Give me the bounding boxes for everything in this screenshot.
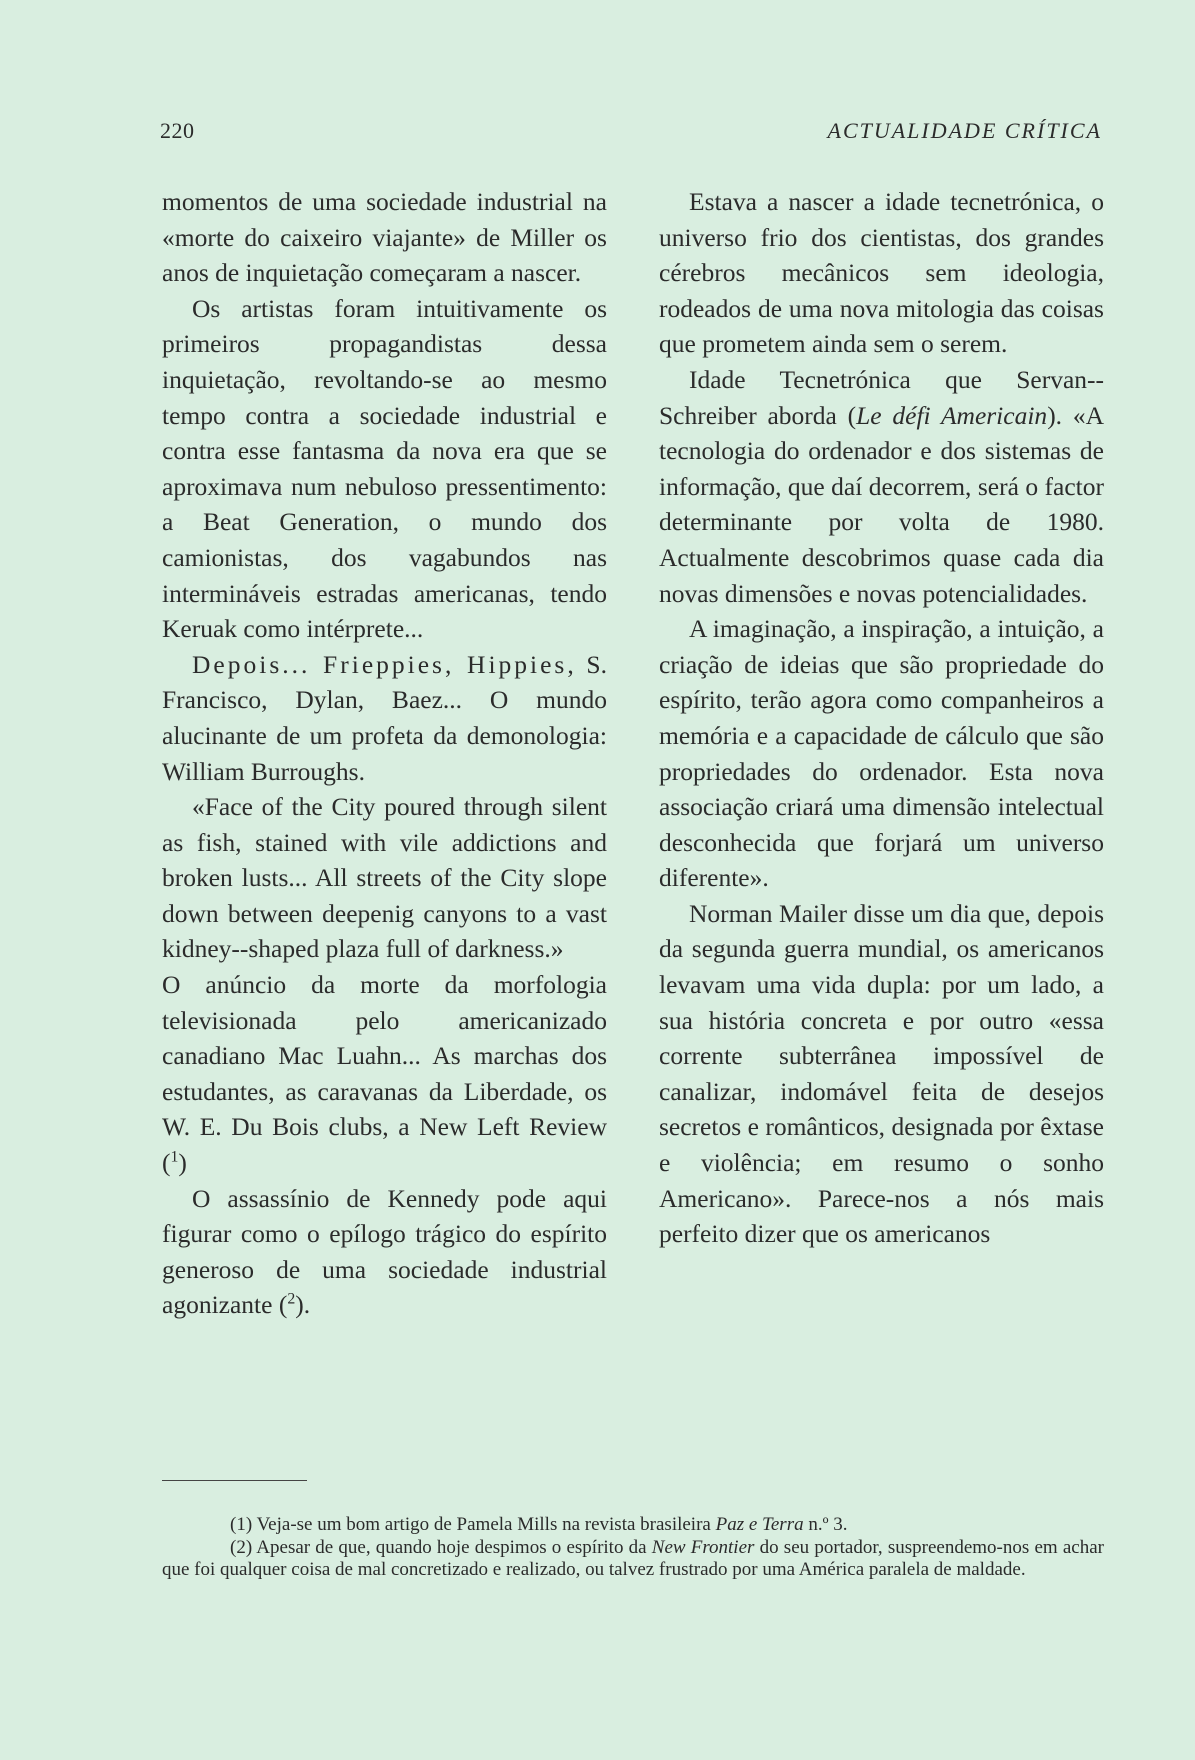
text-run: Veja-se um bom artigo de Pamela Mills na revista brasileira xyxy=(252,1514,716,1535)
italic-term: New Frontier xyxy=(651,1536,755,1558)
footnote-marker: (2) xyxy=(230,1536,253,1558)
footnotes xyxy=(162,1514,1104,1582)
footnote-ref: 2 xyxy=(287,1290,296,1308)
text-run: Idade Tecnetrónica que Servan--Schreiber aborda ( xyxy=(659,364,1104,430)
right-column xyxy=(659,184,1104,1252)
text-run: S. Francisco, Dylan, Baez... O mundo alucinante de um profeta da demonologia: William Burroughs. xyxy=(162,649,607,786)
paragraph xyxy=(162,1181,607,1323)
footnote-ref: 1 xyxy=(170,1148,179,1166)
running-title: ACTUALIDADE CRÍTICA xyxy=(827,118,1102,143)
text-run: ). «A tecnologia do ordenador e dos sistemas de informação, que daí decorrem, será o factor determinante por volta de 1980. Actualmente descobrimos quase cada dia novas dimensões e novas potencialidades. xyxy=(659,400,1104,608)
text-run: O assassínio de Kennedy pode aqui figurar como o epílogo trágico do espírito generoso de uma sociedade industrial agonizante ( xyxy=(162,1183,607,1320)
quote-paragraph: «Face of the City poured through silent as fish, stained with vile addictions and broken lusts... All streets of the City slope down between deepenig canyons to a vast kidney--shaped plaza full of darkness.» xyxy=(162,792,607,964)
paragraph xyxy=(659,362,1104,611)
left-column xyxy=(162,184,607,1323)
page-header xyxy=(160,118,1102,144)
paragraph: Estava a nascer a idade tecnetrónica, o universo frio dos cientistas, dos grandes cérebros mecânicos sem ideologia, rodeados de uma nova mitologia das coisas que prometem ainda sem o serem. xyxy=(659,187,1104,359)
paragraph: Norman Mailer disse um dia que, depois da segunda guerra mundial, os americanos levavam uma vida dupla: por um lado, a sua história concreta e por outro «essa corrente subterrânea impossível de canalizar, indomável feita de desejos secretos e românticos, designada por êxtase e violência; em resumo o sonho Americano». Parece-nos a nós mais perfeito dizer que os americanos xyxy=(659,898,1104,1249)
spaced-text: Depois... Frieppies, Hippies, xyxy=(192,649,577,679)
paragraph: momentos de uma sociedade industrial na «morte do caixeiro viajante» de Miller os anos de inquietação começaram a nascer. xyxy=(162,187,607,288)
text-run: do seu portador, suspreendemo-nos em achar que foi qualquer coisa de mal concretizado e realizado, ou talvez frustrado por uma América paralela de maldade. xyxy=(162,1536,1104,1580)
text-run: n.º 3. xyxy=(803,1514,848,1535)
text-run: ). xyxy=(295,1290,311,1320)
text-run: Apesar de que, quando hoje despimos o espírito da xyxy=(252,1536,652,1558)
footnote-marker: (1) xyxy=(230,1514,253,1535)
paragraph: A imaginação, a inspiração, a intuição, a criação de ideias que são propriedade do espírito, terão agora como companheiros a memória e a capacidade de cálculo que são propriedades do ordenador. Esta nova associação criará uma dimensão intelectual desconhecida que forjará um universo diferente». xyxy=(659,614,1104,893)
text-run: ) xyxy=(178,1148,187,1178)
footnote-2 xyxy=(162,1537,1104,1582)
footnote-divider xyxy=(162,1480,307,1481)
paragraph: Os artistas foram intuitivamente os primeiros propagandistas dessa inquietação, revoltando-se ao mesmo tempo contra a sociedade industrial e contra esse fantasma da nova era que se aproximava num nebuloso pressentimento: a Beat Generation, o mundo dos camionistas, dos vagabundos nas intermináveis estradas americanas, tendo Keruak como intérprete... xyxy=(162,293,607,644)
paragraph xyxy=(162,967,607,1181)
book-title: Le défi Americain xyxy=(856,400,1048,430)
magazine-title: Paz e Terra xyxy=(715,1514,804,1535)
footnote-1 xyxy=(162,1514,1104,1537)
paragraph xyxy=(162,647,607,789)
page-number: 220 xyxy=(160,118,195,143)
text-run: O anúncio da morte da morfologia televisionada pelo americanizado canadiano Mac Luahn... As marchas dos estudantes, as caravanas da Liberdade, os W. E. Du Bois clubs, a New Left Review ( xyxy=(162,970,607,1178)
